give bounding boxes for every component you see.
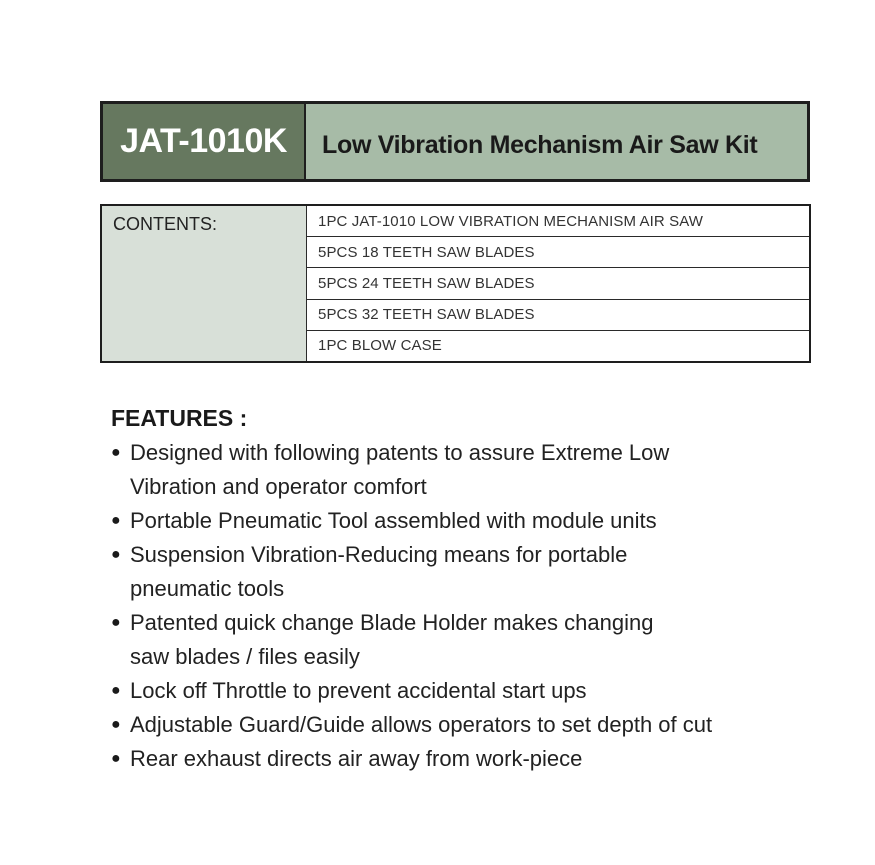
contents-list xyxy=(307,206,809,361)
bullet-icon: ● xyxy=(111,682,121,699)
feature-text: Portable Pneumatic Tool assembled with module units xyxy=(130,508,657,533)
feature-text: Rear exhaust directs air away from work-piece xyxy=(130,746,583,771)
bullet-icon: ● xyxy=(111,716,121,733)
contents-item: 1PC JAT-1010 LOW VIBRATION MECHANISM AIR SAW xyxy=(307,206,809,237)
product-header xyxy=(100,101,810,182)
feature-item xyxy=(111,708,831,742)
feature-item xyxy=(111,742,831,776)
model-number: JAT-1010K xyxy=(103,104,306,179)
bullet-icon: ● xyxy=(111,546,121,563)
contents-item: 5PCS 18 TEETH SAW BLADES xyxy=(307,237,809,268)
bullet-icon: ● xyxy=(111,512,121,529)
bullet-icon: ● xyxy=(111,614,121,631)
contents-table xyxy=(100,204,811,363)
feature-text: Patented quick change Blade Holder makes changing saw blades / files easily xyxy=(130,610,654,669)
bullet-icon: ● xyxy=(111,444,121,461)
feature-item xyxy=(111,674,831,708)
bullet-icon: ● xyxy=(111,750,121,767)
features-list xyxy=(111,436,831,776)
feature-item xyxy=(111,538,831,606)
feature-text: Designed with following patents to assure Extreme Low Vibration and operator comfort xyxy=(130,440,670,499)
feature-text: Adjustable Guard/Guide allows operators to set depth of cut xyxy=(130,712,713,737)
product-title: Low Vibration Mechanism Air Saw Kit xyxy=(306,104,807,179)
feature-text: Lock off Throttle to prevent accidental start ups xyxy=(130,678,587,703)
contents-item: 5PCS 32 TEETH SAW BLADES xyxy=(307,300,809,331)
feature-item xyxy=(111,436,831,504)
feature-item xyxy=(111,606,831,674)
contents-label: CONTENTS: xyxy=(102,206,307,361)
feature-text: Suspension Vibration-Reducing means for portable pneumatic tools xyxy=(130,542,628,601)
contents-item: 1PC BLOW CASE xyxy=(318,337,442,355)
contents-item: 5PCS 24 TEETH SAW BLADES xyxy=(307,268,809,299)
features-title: FEATURES : xyxy=(111,405,248,431)
feature-item xyxy=(111,504,831,538)
